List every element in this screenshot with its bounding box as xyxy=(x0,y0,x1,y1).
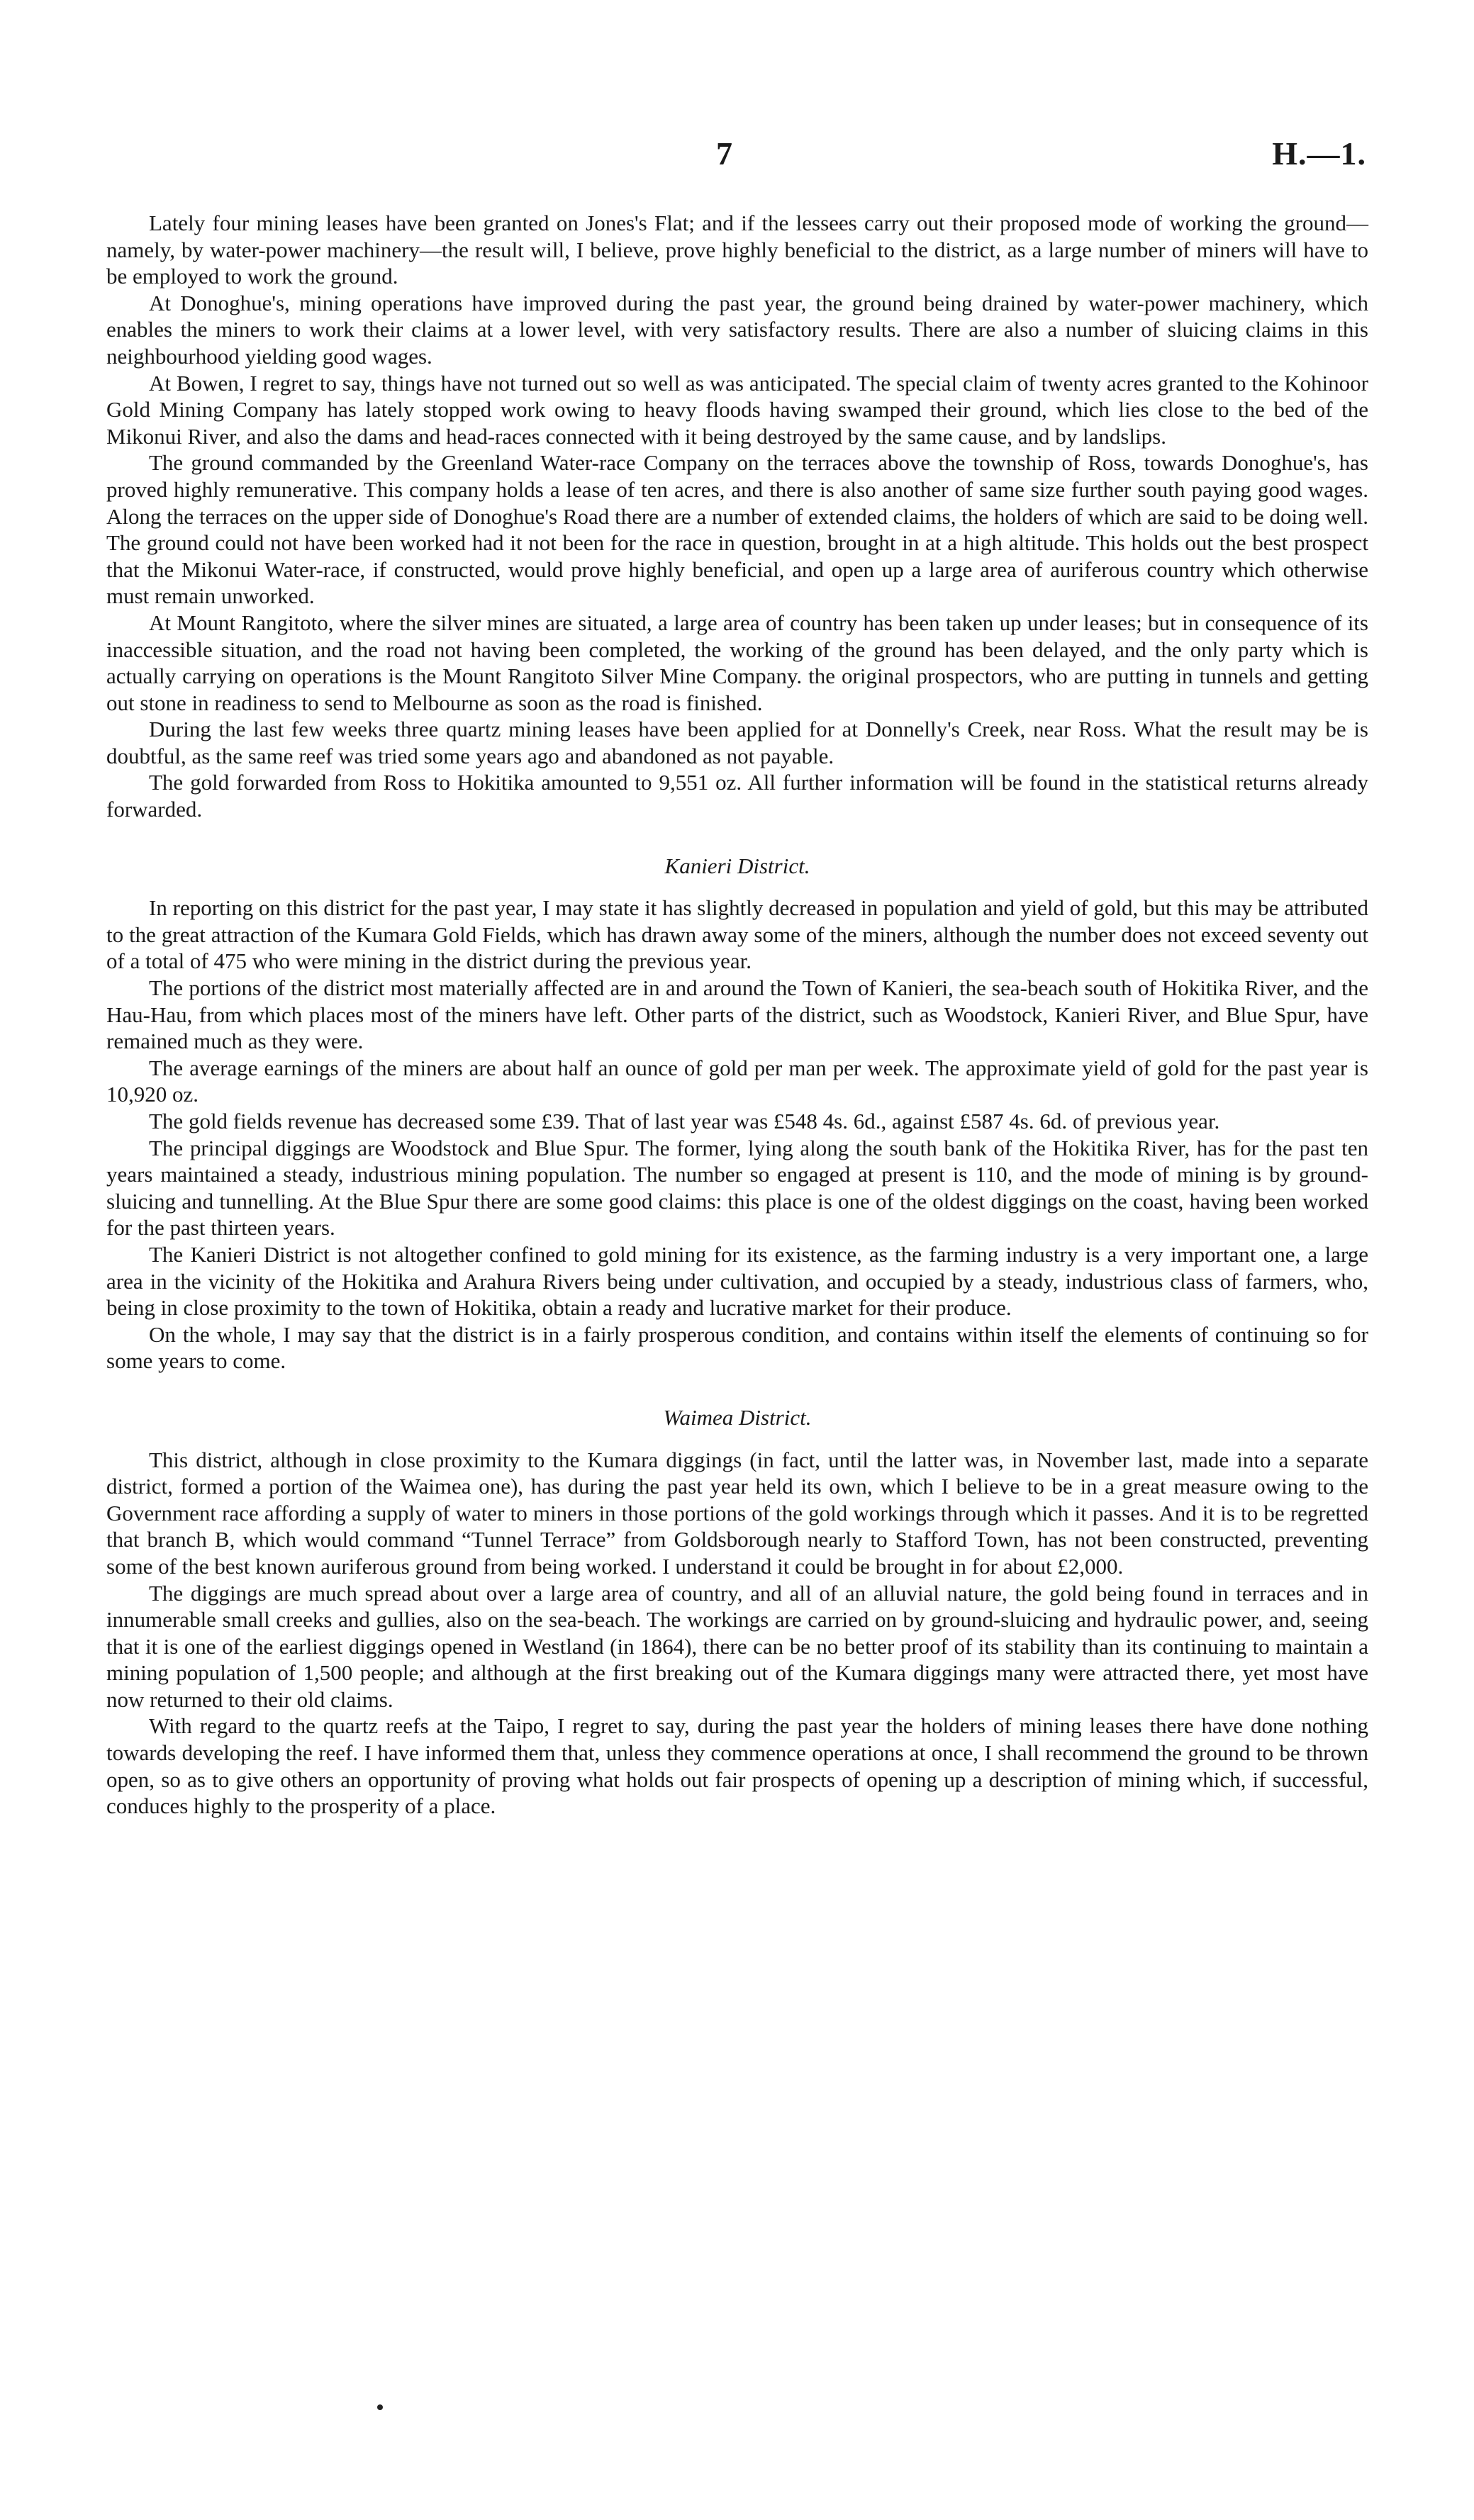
paragraph: Lately four mining leases have been granted on Jones's Flat; and if the lessees carry out their proposed mode of working the ground—namely, by water-power machinery—the result will, I believe, prove highly beneficial to the district, as a large number of miners will have to be employed to work the ground. xyxy=(106,211,1368,289)
paragraph: The ground commanded by the Greenland Water-race Company on the terraces above the township of Ross, towards Donoghue's, has proved highly remunerative. This company holds a lease of ten acres, and there is also another of same size further south paying good wages. Along the terraces on the upper side of Donoghue's Road there are a number of extended claims, the holders of which are said to be doing well. The ground could not have been worked had it not been for the race in question, brought in at a high altitude. This holds out the best prospect that the Mikonui Water-race, if constructed, would prove highly beneficial, and open up a large area of auriferous country which otherwise must remain unworked. xyxy=(106,450,1368,609)
paragraph: The average earnings of the miners are about half an ounce of gold per man per week. The approximate yield of gold for the past year is 10,920 oz. xyxy=(106,1055,1368,1107)
paragraph: In reporting on this district for the past year, I may state it has slightly decreased in population and yield of gold, but this may be attributed to the great attraction of the Kumara Gold Fields, which has drawn away some of the miners, although the number does not exceed seventy out of a total of 475 who were mining in the district during the previous year. xyxy=(106,895,1368,974)
paragraph: On the whole, I may say that the district is in a fairly prosperous condition, and contains within itself the elements of continuing so for some years to come. xyxy=(106,1321,1368,1374)
paragraph: The principal diggings are Woodstock and Blue Spur. The former, lying along the south bank of the Hokitika River, has for the past ten years maintained a steady, industrious mining population. The number so engaged at present is 110, and the mode of mining is by ground-sluicing and tunnelling. At the Blue Spur there are some good claims: this place is one of the oldest diggings on the coast, having been worked for the past thirteen years. xyxy=(106,1135,1368,1241)
waimea-section xyxy=(106,1447,1368,1820)
paragraph: The portions of the district most materially affected are in and around the Town of Kanieri, the sea-beach south of Hokitika River, and the Hau-Hau, from which places most of the miners have left. Other parts of the district, such as Woodstock, Kanieri River, and Blue Spur, have remained much as they were. xyxy=(106,975,1368,1054)
paragraph: With regard to the quartz reefs at the Taipo, I regret to say, during the past year the holders of mining leases there have done nothing towards developing the reef. I have informed them that, unless they commence operations at once, I shall recommend the ground to be thrown open, so as to give others an opportunity of proving what holds out fair prospects of opening up a description of mining which, if successful, conduces highly to the prosperity of a place. xyxy=(106,1713,1368,1819)
page-number: 7 xyxy=(716,135,732,172)
section-heading-kanieri: Kanieri District. xyxy=(664,853,810,878)
page-footer-dot xyxy=(377,2404,383,2410)
body-text xyxy=(106,210,1368,1820)
kanieri-section xyxy=(106,895,1368,1374)
section-heading-waimea: Waimea District. xyxy=(663,1404,812,1430)
paragraph: This district, although in close proximity to the Kumara diggings (in fact, until the latter was, in November last, made into a separate district, formed a portion of the Waimea one), has during the past year held its own, which I believe to be in a great measure owing to the Government race affording a supply of water to miners in those portions of the gold workings through which it passes. And it is to be regretted that branch B, which would command “Tunnel Terrace” from Goldsborough nearly to Stafford Town, has not been constructed, preventing some of the best known auriferous ground from being worked. I understand it could be brought in for about £2,000. xyxy=(106,1447,1368,1579)
paragraph: The gold forwarded from Ross to Hokitika amounted to 9,551 oz. All further information will be found in the statistical returns already forwarded. xyxy=(106,770,1368,822)
paragraph: At Bowen, I regret to say, things have not turned out so well as was anticipated. The special claim of twenty acres granted to the Kohinoor Gold Mining Company has lately stopped work owing to heavy floods having swamped their ground, which lies close to the bed of the Mikonui River, and also the dams and head-races connected with it being destroyed by the same cause, and by landslips. xyxy=(106,370,1368,449)
paragraph: At Donoghue's, mining operations have improved during the past year, the ground being drained by water-power machinery, which enables the miners to work their claims at a lower level, with very satisfactory results. There are also a number of sluicing claims in this neighbourhood yielding good wages. xyxy=(106,290,1368,369)
intro-section xyxy=(106,210,1368,823)
document-reference: H.—1. xyxy=(1272,135,1366,172)
paragraph: The gold fields revenue has decreased some £39. That of last year was £548 4s. 6d., against £587 4s. 6d. of previous year. xyxy=(149,1109,1220,1133)
paragraph: During the last few weeks three quartz mining leases have been applied for at Donnelly's Creek, near Ross. What the result may be is doubtful, as the same reef was tried some years ago and abandoned as not payable. xyxy=(106,717,1368,768)
page-header xyxy=(0,135,1474,184)
paragraph: The Kanieri District is not altogether confined to gold mining for its existence, as the farming industry is a very important one, a large area in the vicinity of the Hokitika and Arahura Rivers being under cultivation, and occupied by a steady, industrious class of farmers, who, being in close proximity to the town of Hokitika, obtain a ready and lucrative market for their produce. xyxy=(106,1241,1368,1321)
paragraph: The diggings are much spread about over a large area of country, and all of an alluvial nature, the gold being found in terraces and in innumerable small creeks and gullies, also on the sea-beach. The workings are carried on by ground-sluicing and hydraulic power, and, seeing that it is one of the earliest diggings opened in Westland (in 1864), there can be no better proof of its stability than its continuing to maintain a mining population of 1,500 people; and although at the first breaking out of the Kumara diggings many were attracted there, yet most have now returned to their old claims. xyxy=(106,1580,1368,1712)
paragraph: At Mount Rangitoto, where the silver mines are situated, a large area of country has been taken up under leases; but in consequence of its inaccessible situation, and the road not having been completed, the working of the ground has been delayed, and the only party which is actually carrying on operations is the Mount Rangitoto Silver Mine Company. the original prospectors, who are putting in tunnels and getting out stone in readiness to send to Melbourne as soon as the road is finished. xyxy=(106,610,1368,715)
